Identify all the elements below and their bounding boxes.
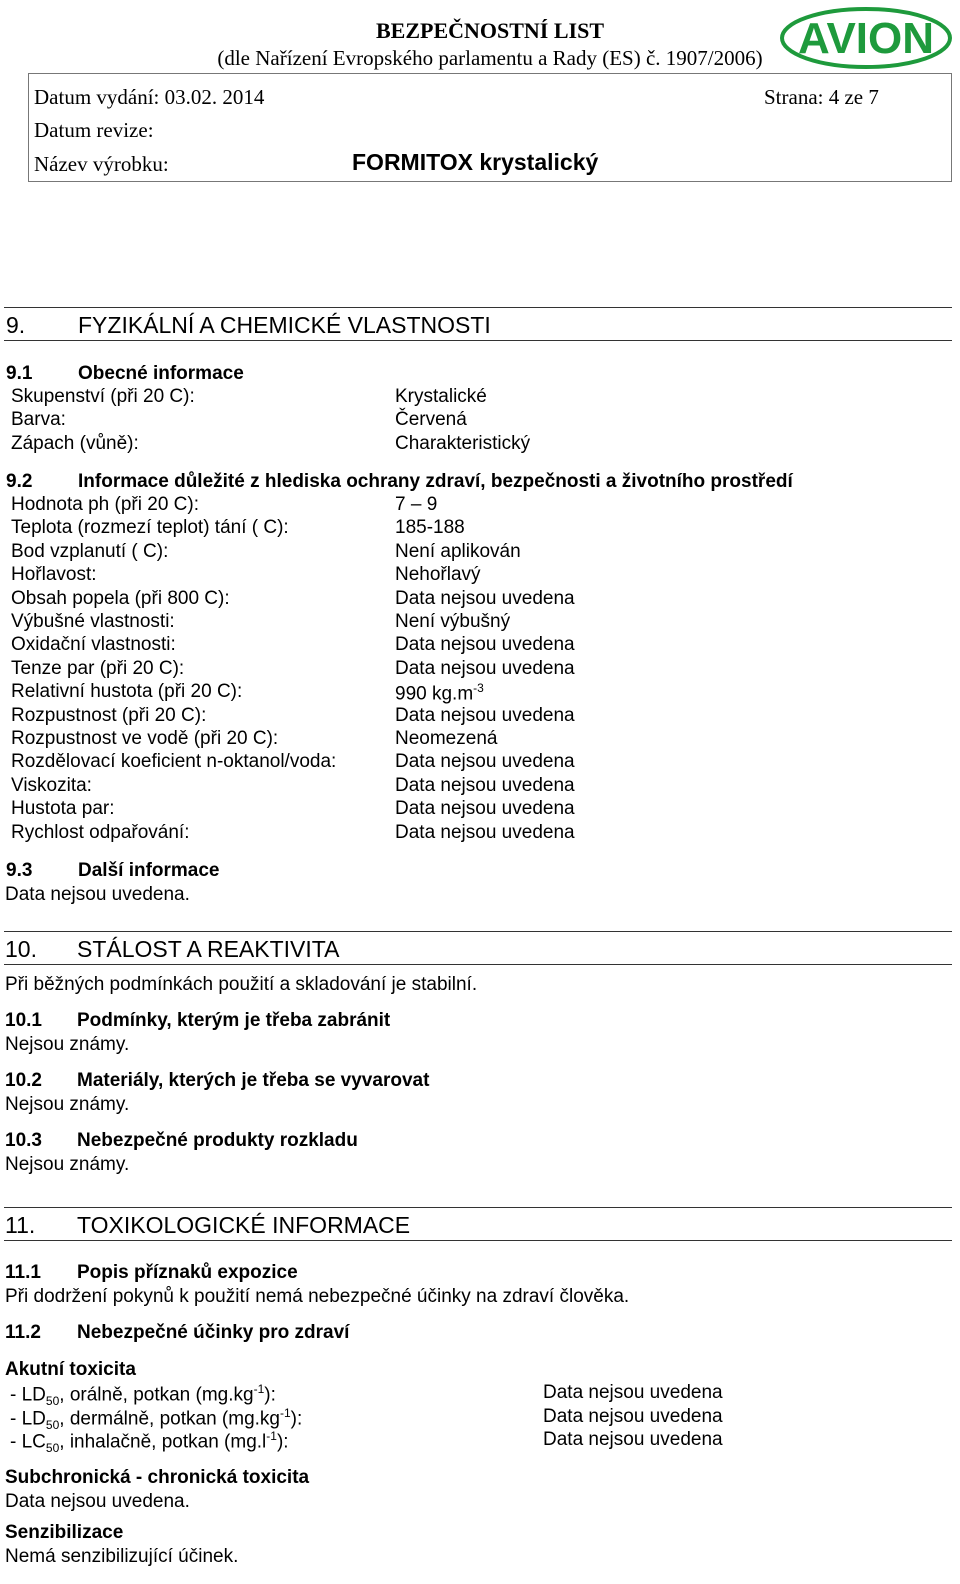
section-9-heading: 9. FYZIKÁLNÍ A CHEMICKÉ VLASTNOSTI: [6, 312, 491, 338]
toxicity-value: Data nejsou uvedena: [543, 1382, 723, 1403]
property-value: Není výbušný: [395, 611, 511, 632]
section-10-intro: Při běžných podmínkách použití a skladování je stabilní.: [5, 974, 478, 995]
section-rule: [4, 931, 952, 932]
sensitization-text: Nemá senzibilizující účinek.: [5, 1546, 239, 1567]
section-11-2-heading: 11.2 Nebezpečné účinky pro zdraví: [5, 1322, 350, 1343]
section-10-3-heading: 10.3 Nebezpečné produkty rozkladu: [5, 1130, 358, 1151]
property-value: 185-188: [395, 517, 465, 539]
property-label: Obsah popela (při 800 C):: [11, 587, 230, 609]
toxicity-value: Data nejsou uvedena: [543, 1429, 723, 1450]
toxicity-label: - $LD_{50}$, orálně, potkan $(mg.kg^{-1})$:: [10, 1382, 276, 1409]
toxicity-label: - $LD_{50}$, dermálně, potkan $(mg.kg^{-1})$:: [10, 1405, 303, 1432]
property-value: Červená: [395, 409, 467, 431]
property-label: Oxidační vlastnosti:: [11, 634, 176, 656]
property-row: [0, 588, 960, 612]
property-label: Viskozita:: [11, 774, 92, 796]
section-rule: [4, 964, 952, 965]
toxicity-label: - $LC_{50}$, inhalačně, potkan $(mg.l^{-1})$:: [10, 1429, 289, 1456]
section-rule: [4, 1240, 952, 1241]
property-value: Data nejsou uvedena: [395, 751, 575, 773]
property-label: Výbušné vlastnosti:: [11, 611, 175, 632]
property-label: Tenze par (při 20 C):: [11, 657, 185, 679]
property-row: [0, 494, 960, 518]
property-row: [0, 517, 960, 541]
property-label: Rozpustnost (při 20 C):: [11, 704, 207, 726]
section-10-1-heading: 10.1 Podmínky, kterým je třeba zabránit: [5, 1010, 391, 1031]
property-value: Data nejsou uvedena: [395, 657, 575, 679]
property-row: [0, 775, 960, 799]
section-rule: [4, 340, 952, 341]
property-value: Data nejsou uvedena: [395, 798, 575, 820]
property-row: [0, 728, 960, 752]
logo-text: AVION: [797, 14, 935, 63]
section-10-3-text: Nejsou známy.: [5, 1154, 130, 1175]
property-label: Hustota par:: [11, 798, 115, 820]
property-value: Data nejsou uvedena: [395, 704, 575, 726]
property-row: [0, 798, 960, 822]
property-row: [0, 564, 960, 588]
avion-logo: [778, 6, 954, 70]
toxicity-row: [0, 1382, 960, 1409]
acute-toxicity-heading: Akutní toxicita: [5, 1359, 136, 1380]
document-title: BEZPEČNOSTNÍ LIST: [375, 18, 605, 43]
property-row: [0, 433, 960, 457]
property-label: Rychlost odpařování:: [11, 821, 190, 843]
chronic-toxicity-text: Data nejsou uvedena.: [5, 1491, 190, 1512]
section-10-heading: 10. STÁLOST A REAKTIVITA: [5, 936, 340, 962]
property-value: Není aplikován: [395, 540, 521, 562]
property-label: Rozdělovací koeficient n-oktanol/voda:: [11, 751, 337, 773]
property-row: [0, 822, 960, 846]
property-row: [0, 386, 960, 410]
section-rule: [4, 307, 952, 308]
section-rule: [4, 1207, 952, 1208]
property-row: [0, 541, 960, 565]
section-11-1-heading: 11.1 Popis příznaků expozice: [5, 1262, 298, 1283]
property-row: [0, 681, 960, 705]
property-value: Nehořlavý: [395, 564, 481, 586]
property-label: Hodnota ph (při 20 C):: [11, 494, 199, 515]
property-value: 990 $kg.m^{-3}$: [395, 681, 484, 705]
section-9-3-heading: 9.3 Další informace: [6, 860, 220, 881]
property-row: [0, 409, 960, 433]
issue-date: Datum vydání: 03.02. 2014: [34, 85, 265, 109]
toxicity-row: [0, 1429, 960, 1456]
property-row: [0, 611, 960, 635]
property-value: Data nejsou uvedena: [395, 634, 575, 656]
toxicity-value: Data nejsou uvedena: [543, 1405, 723, 1427]
property-value: Data nejsou uvedena: [395, 821, 575, 843]
revision-date: Datum revize:: [34, 118, 154, 142]
property-label: Hořlavost:: [11, 564, 97, 586]
page-number: Strana: 4 ze 7: [764, 85, 879, 109]
property-label: Skupenství (při 20 C):: [11, 386, 195, 407]
property-value: Charakteristický: [395, 432, 531, 454]
section-10-2-heading: 10.2 Materiály, kterých je třeba se vyvarovat: [5, 1070, 430, 1091]
section-10-2-text: Nejsou známy.: [5, 1094, 130, 1115]
section-10-1-text: Nejsou známy.: [5, 1034, 130, 1055]
property-label: Teplota (rozmezí teplot) tání ( C):: [11, 517, 289, 539]
document-subtitle: (dle Nařízení Evropského parlamentu a Rady (ES) č. 1907/2006): [217, 46, 763, 70]
property-label: Bod vzplanutí ( C):: [11, 540, 169, 562]
section-11-1-text: Při dodržení pokynů k použití nemá nebezpečné účinky na zdraví člověka.: [5, 1286, 630, 1307]
toxicity-row: [0, 1406, 960, 1430]
property-label: Zápach (vůně):: [11, 432, 139, 454]
property-row: [0, 751, 960, 775]
sensitization-heading: Senzibilizace: [5, 1522, 124, 1543]
property-row: [0, 634, 960, 658]
section-9-3-text: Data nejsou uvedena.: [5, 884, 190, 905]
product-label: Název výrobku:: [34, 152, 169, 176]
property-value: Data nejsou uvedena: [395, 774, 575, 796]
property-row: [0, 658, 960, 682]
property-label: Barva:: [11, 409, 66, 431]
section-9-2-heading: 9.2 Informace důležité z hlediska ochrany zdraví, bezpečnosti a životního prostředí: [6, 471, 793, 492]
section-9-1-heading: 9.1 Obecné informace: [6, 363, 244, 384]
property-value: Data nejsou uvedena: [395, 587, 575, 609]
property-label: Rozpustnost ve vodě (při 20 C):: [11, 728, 279, 749]
property-label: Relativní hustota (při 20 C):: [11, 681, 243, 703]
section-11-heading: 11. TOXIKOLOGICKÉ INFORMACE: [5, 1212, 411, 1238]
product-name: FORMITOX krystalický: [352, 149, 599, 175]
property-value: Neomezená: [395, 728, 498, 749]
chronic-toxicity-heading: Subchronická - chronická toxicita: [5, 1467, 310, 1488]
property-row: [0, 705, 960, 729]
property-value: Krystalické: [395, 386, 487, 407]
property-value: 7 – 9: [395, 494, 438, 515]
